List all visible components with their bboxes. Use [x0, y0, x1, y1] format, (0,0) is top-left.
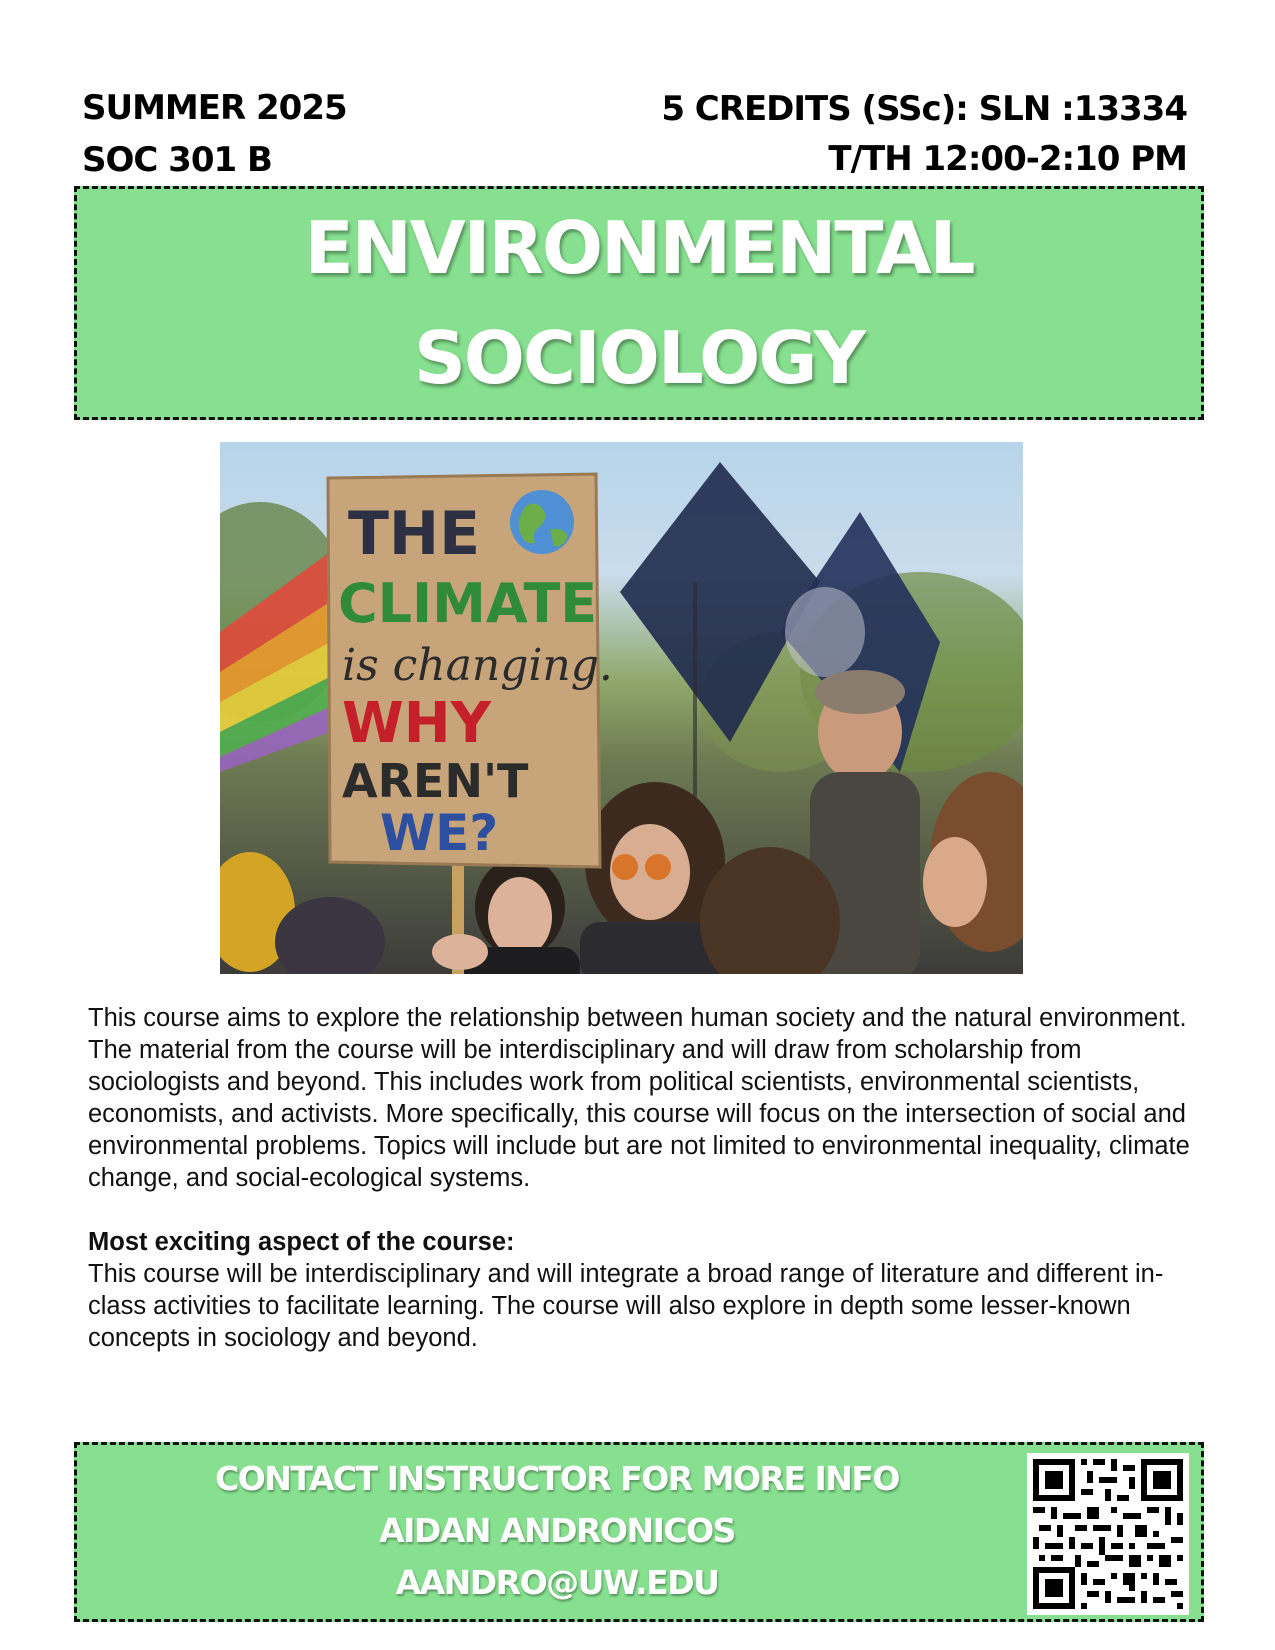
sign-text-3: is changing.	[342, 640, 613, 691]
title-line-1: ENVIRONMENTAL	[304, 206, 974, 290]
credits-label: 5 CREDITS (SSc): SLN :13334	[661, 89, 1187, 129]
sign-text-1: THE	[348, 499, 481, 569]
qr-code-icon	[1033, 1459, 1183, 1609]
instructor-email[interactable]: AANDRO@UW.EDU	[395, 1563, 719, 1602]
exciting-aspect-heading: Most exciting aspect of the course:	[88, 1228, 515, 1256]
instructor-name: AIDAN ANDRONICOS	[379, 1511, 735, 1550]
term-label: SUMMER 2025	[82, 88, 347, 128]
sign-text-5: AREN'T	[342, 754, 529, 808]
description-paragraph: This course aims to explore the relationship between human society and the natural environment. The material from the course will be interdisciplinary and will draw from scholarship from sociologists and beyond. This includes work from political scientists, environmental scientists, economists, and activists. More specifically, this course will focus on the intersection of social and environmental problems. Topics will include but are not limited to environmental inequality, climate change, and social-ecological systems.	[88, 1004, 1190, 1192]
course-code: SOC 301 B	[82, 140, 272, 180]
contact-banner	[74, 1442, 1204, 1622]
schedule-label: T/TH 12:00-2:10 PM	[828, 139, 1187, 179]
sign-text-2: CLIMATE	[338, 572, 598, 635]
title-banner	[74, 186, 1204, 420]
photo-illustration	[220, 442, 1023, 974]
course-description	[88, 1002, 1198, 1354]
header-right	[661, 84, 1187, 184]
exciting-aspect-text: This course will be interdisciplinary and will integrate a broad range of literature and different in-class activities to facilitate learning. The course will also explore in depth some lesser-known concepts in sociology and beyond.	[88, 1260, 1164, 1352]
protest-sign	[328, 474, 613, 867]
contact-info	[77, 1453, 1037, 1609]
qr-code[interactable]	[1027, 1453, 1189, 1615]
header-left	[82, 82, 347, 186]
sign-text-6: WE?	[380, 804, 499, 862]
title-line-2: SOCIOLOGY	[413, 316, 865, 400]
sign-text-4: WHY	[342, 691, 492, 756]
climate-protest-photo	[220, 442, 1023, 974]
contact-prompt: CONTACT INSTRUCTOR FOR MORE INFO	[215, 1459, 899, 1498]
